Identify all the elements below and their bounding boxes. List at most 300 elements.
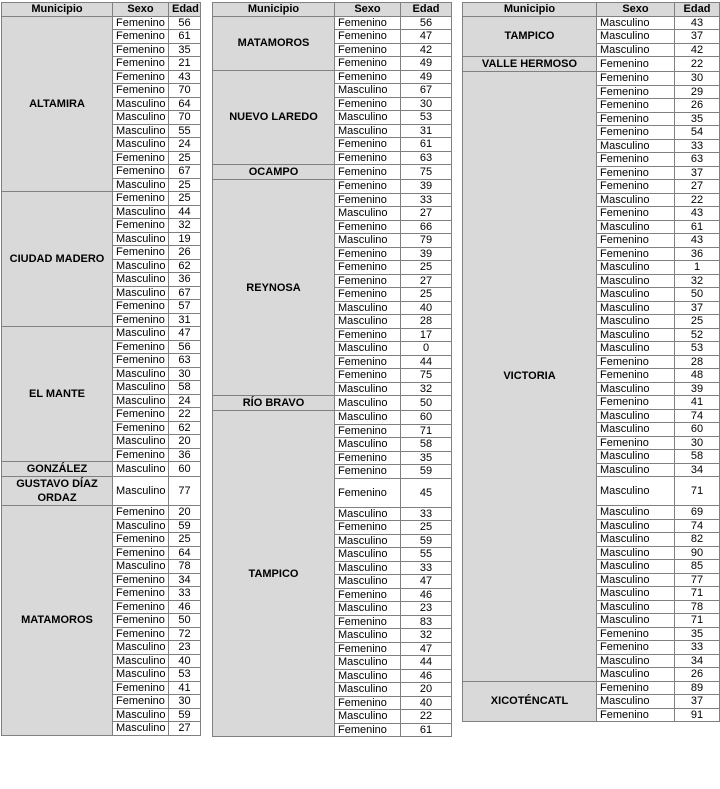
sexo-cell: Femenino <box>597 708 675 722</box>
sexo-cell: Masculino <box>597 587 675 601</box>
sexo-cell: Femenino <box>335 30 401 44</box>
edad-cell: 41 <box>169 681 201 695</box>
edad-cell: 56 <box>169 340 201 354</box>
sexo-cell: Masculino <box>113 232 169 246</box>
edad-cell: 43 <box>675 207 720 221</box>
edad-cell: 28 <box>675 355 720 369</box>
edad-cell: 50 <box>675 288 720 302</box>
sexo-cell: Masculino <box>113 111 169 125</box>
edad-cell: 33 <box>675 641 720 655</box>
edad-cell: 57 <box>169 300 201 314</box>
edad-cell: 33 <box>169 587 201 601</box>
sexo-cell: Masculino <box>335 438 401 452</box>
edad-cell: 43 <box>675 16 720 30</box>
edad-cell: 35 <box>401 451 452 465</box>
sexo-cell: Femenino <box>597 247 675 261</box>
edad-cell: 61 <box>401 723 452 737</box>
edad-cell: 39 <box>401 180 452 194</box>
sexo-cell: Femenino <box>597 72 675 86</box>
sexo-cell: Femenino <box>113 300 169 314</box>
sexo-cell: Femenino <box>113 600 169 614</box>
sexo-cell: Masculino <box>597 261 675 275</box>
sexo-cell: Femenino <box>335 220 401 234</box>
edad-cell: 27 <box>675 180 720 194</box>
sexo-cell: Masculino <box>597 220 675 234</box>
edad-cell: 91 <box>675 708 720 722</box>
sexo-cell: Femenino <box>113 546 169 560</box>
sexo-cell: Masculino <box>335 575 401 589</box>
header-row <box>213 3 452 17</box>
data-table-left <box>1 2 201 736</box>
edad-cell: 39 <box>401 247 452 261</box>
sexo-cell: Femenino <box>597 355 675 369</box>
sexo-cell: Masculino <box>113 205 169 219</box>
edad-cell: 74 <box>675 519 720 533</box>
sexo-cell: Masculino <box>597 139 675 153</box>
sexo-cell: Femenino <box>335 328 401 342</box>
sexo-cell: Masculino <box>597 463 675 477</box>
edad-cell: 36 <box>169 448 201 462</box>
edad-cell: 46 <box>169 600 201 614</box>
sexo-cell: Femenino <box>113 695 169 709</box>
sexo-cell: Masculino <box>113 367 169 381</box>
edad-cell: 61 <box>675 220 720 234</box>
sexo-cell: Femenino <box>113 408 169 422</box>
sexo-cell: Femenino <box>335 478 401 507</box>
edad-cell: 30 <box>169 367 201 381</box>
edad-cell: 30 <box>401 97 452 111</box>
edad-cell: 30 <box>675 436 720 450</box>
edad-cell: 53 <box>675 342 720 356</box>
table-row <box>213 165 452 180</box>
sexo-cell: Masculino <box>113 178 169 192</box>
edad-cell: 39 <box>675 382 720 396</box>
header-sexo: Sexo <box>113 3 169 17</box>
edad-cell: 17 <box>401 328 452 342</box>
edad-cell: 67 <box>169 165 201 179</box>
sexo-cell: Femenino <box>113 614 169 628</box>
sexo-cell: Masculino <box>597 274 675 288</box>
edad-cell: 29 <box>675 85 720 99</box>
sexo-cell: Femenino <box>113 84 169 98</box>
sexo-cell: Masculino <box>113 381 169 395</box>
sexo-cell: Femenino <box>335 151 401 165</box>
sexo-cell: Masculino <box>335 84 401 98</box>
sexo-cell: Femenino <box>597 85 675 99</box>
edad-cell: 79 <box>401 234 452 248</box>
table-row <box>213 70 452 84</box>
sexo-cell: Masculino <box>597 614 675 628</box>
sexo-cell: Femenino <box>335 261 401 275</box>
sexo-cell: Femenino <box>113 165 169 179</box>
table-row <box>463 16 720 30</box>
edad-cell: 34 <box>675 463 720 477</box>
edad-cell: 37 <box>675 301 720 315</box>
sexo-cell: Femenino <box>597 166 675 180</box>
sexo-cell: Masculino <box>597 450 675 464</box>
edad-cell: 72 <box>169 627 201 641</box>
edad-cell: 49 <box>401 70 452 84</box>
municipio-cell: TAMPICO <box>463 16 597 57</box>
edad-cell: 58 <box>675 450 720 464</box>
edad-cell: 24 <box>169 138 201 152</box>
edad-cell: 22 <box>169 408 201 422</box>
edad-cell: 59 <box>401 465 452 479</box>
municipio-cell: GUSTAVO DÍAZ ORDAZ <box>2 477 113 506</box>
edad-cell: 75 <box>401 369 452 383</box>
edad-cell: 35 <box>169 43 201 57</box>
sexo-cell: Masculino <box>113 519 169 533</box>
sexo-cell: Masculino <box>597 423 675 437</box>
sexo-cell: Masculino <box>335 342 401 356</box>
table-row <box>2 16 201 30</box>
edad-cell: 90 <box>675 546 720 560</box>
edad-cell: 44 <box>401 355 452 369</box>
edad-cell: 26 <box>675 99 720 113</box>
sexo-cell: Masculino <box>597 382 675 396</box>
sexo-cell: Femenino <box>113 16 169 30</box>
edad-cell: 49 <box>401 57 452 71</box>
header-row <box>463 3 720 17</box>
table-row <box>213 180 452 194</box>
edad-cell: 75 <box>401 165 452 180</box>
sexo-cell: Masculino <box>597 342 675 356</box>
sexo-cell: Femenino <box>335 424 401 438</box>
edad-cell: 34 <box>675 654 720 668</box>
edad-cell: 60 <box>675 423 720 437</box>
edad-cell: 50 <box>169 614 201 628</box>
edad-cell: 82 <box>675 533 720 547</box>
edad-cell: 64 <box>169 546 201 560</box>
edad-cell: 36 <box>675 247 720 261</box>
municipio-cell: VALLE HERMOSO <box>463 57 597 72</box>
data-table-middle <box>212 2 452 737</box>
sexo-cell: Masculino <box>597 328 675 342</box>
sexo-cell: Masculino <box>597 315 675 329</box>
table-row <box>2 477 201 506</box>
edad-cell: 23 <box>401 602 452 616</box>
edad-cell: 34 <box>169 573 201 587</box>
sexo-cell: Masculino <box>335 534 401 548</box>
edad-cell: 58 <box>401 438 452 452</box>
edad-cell: 37 <box>675 166 720 180</box>
sexo-cell: Femenino <box>597 112 675 126</box>
edad-cell: 40 <box>169 654 201 668</box>
edad-cell: 63 <box>401 151 452 165</box>
data-table-right <box>462 2 720 722</box>
table-row <box>463 681 720 695</box>
edad-cell: 44 <box>401 656 452 670</box>
sexo-cell: Masculino <box>597 301 675 315</box>
sexo-cell: Femenino <box>113 340 169 354</box>
edad-cell: 32 <box>675 274 720 288</box>
sexo-cell: Femenino <box>113 448 169 462</box>
sexo-cell: Femenino <box>335 642 401 656</box>
edad-cell: 22 <box>675 193 720 207</box>
edad-cell: 32 <box>401 629 452 643</box>
sexo-cell: Masculino <box>113 668 169 682</box>
header-edad: Edad <box>169 3 201 17</box>
sexo-cell: Femenino <box>597 99 675 113</box>
sexo-cell: Masculino <box>113 273 169 287</box>
edad-cell: 37 <box>675 30 720 44</box>
sexo-cell: Masculino <box>597 477 675 506</box>
edad-cell: 47 <box>401 575 452 589</box>
edad-cell: 46 <box>401 588 452 602</box>
sexo-cell: Femenino <box>113 246 169 260</box>
municipio-cell: VICTORIA <box>463 72 597 682</box>
edad-cell: 25 <box>401 521 452 535</box>
municipio-cell: XICOTÉNCATL <box>463 681 597 722</box>
table-row <box>213 411 452 425</box>
sexo-cell: Femenino <box>335 615 401 629</box>
edad-cell: 30 <box>169 695 201 709</box>
sexo-cell: Masculino <box>113 435 169 449</box>
table-row <box>463 57 720 72</box>
sexo-cell: Masculino <box>597 506 675 520</box>
sexo-cell: Femenino <box>113 627 169 641</box>
sexo-cell: Femenino <box>113 573 169 587</box>
sexo-cell: Masculino <box>335 111 401 125</box>
sexo-cell: Masculino <box>335 669 401 683</box>
table-row <box>213 16 452 30</box>
edad-cell: 77 <box>675 573 720 587</box>
municipio-cell: EL MANTE <box>2 327 113 462</box>
edad-cell: 70 <box>169 111 201 125</box>
sexo-cell: Masculino <box>335 396 401 411</box>
edad-cell: 56 <box>169 16 201 30</box>
sexo-cell: Femenino <box>597 641 675 655</box>
sexo-cell: Masculino <box>335 301 401 315</box>
sexo-cell: Femenino <box>597 207 675 221</box>
edad-cell: 33 <box>401 193 452 207</box>
sexo-cell: Masculino <box>335 561 401 575</box>
sexo-cell: Masculino <box>335 207 401 221</box>
sexo-cell: Masculino <box>113 138 169 152</box>
sexo-cell: Femenino <box>113 151 169 165</box>
edad-cell: 71 <box>675 614 720 628</box>
sexo-cell: Masculino <box>113 327 169 341</box>
edad-cell: 19 <box>169 232 201 246</box>
municipio-cell: MATAMOROS <box>213 16 335 70</box>
edad-cell: 42 <box>401 43 452 57</box>
sexo-cell: Masculino <box>113 641 169 655</box>
sexo-cell: Femenino <box>335 696 401 710</box>
sexo-cell: Femenino <box>335 521 401 535</box>
edad-cell: 59 <box>169 708 201 722</box>
sexo-cell: Masculino <box>113 654 169 668</box>
sexo-cell: Masculino <box>597 43 675 57</box>
sexo-cell: Femenino <box>113 587 169 601</box>
sexo-cell: Masculino <box>113 477 169 506</box>
header-municipio: Municipio <box>2 3 113 17</box>
table-row <box>2 327 201 341</box>
edad-cell: 58 <box>169 381 201 395</box>
edad-cell: 37 <box>675 695 720 709</box>
edad-cell: 27 <box>401 274 452 288</box>
edad-cell: 71 <box>401 424 452 438</box>
edad-cell: 33 <box>401 561 452 575</box>
sexo-cell: Femenino <box>113 70 169 84</box>
sexo-cell: Masculino <box>113 97 169 111</box>
sexo-cell: Femenino <box>113 57 169 71</box>
header-sexo: Sexo <box>597 3 675 17</box>
sexo-cell: Masculino <box>335 507 401 521</box>
municipio-cell: TAMPICO <box>213 411 335 737</box>
sexo-cell: Masculino <box>597 193 675 207</box>
edad-cell: 67 <box>401 84 452 98</box>
sexo-cell: Masculino <box>597 288 675 302</box>
edad-cell: 59 <box>169 519 201 533</box>
edad-cell: 89 <box>675 681 720 695</box>
table-row <box>2 192 201 206</box>
edad-cell: 27 <box>169 722 201 736</box>
sexo-cell: Femenino <box>113 533 169 547</box>
municipio-cell: OCAMPO <box>213 165 335 180</box>
header-sexo: Sexo <box>335 3 401 17</box>
sexo-cell: Femenino <box>597 180 675 194</box>
sexo-cell: Femenino <box>335 57 401 71</box>
header-municipio: Municipio <box>213 3 335 17</box>
sexo-cell: Femenino <box>335 180 401 194</box>
edad-cell: 46 <box>401 669 452 683</box>
sexo-cell: Masculino <box>597 16 675 30</box>
sexo-cell: Masculino <box>335 656 401 670</box>
sexo-cell: Femenino <box>597 436 675 450</box>
sexo-cell: Masculino <box>597 600 675 614</box>
sexo-cell: Masculino <box>335 315 401 329</box>
sexo-cell: Masculino <box>113 394 169 408</box>
sexo-cell: Masculino <box>335 548 401 562</box>
table-row <box>2 462 201 477</box>
edad-cell: 71 <box>675 477 720 506</box>
sexo-cell: Masculino <box>597 560 675 574</box>
sexo-cell: Femenino <box>335 138 401 152</box>
edad-cell: 25 <box>169 178 201 192</box>
edad-cell: 83 <box>401 615 452 629</box>
municipio-cell: REYNOSA <box>213 180 335 396</box>
header-municipio: Municipio <box>463 3 597 17</box>
sexo-cell: Masculino <box>113 462 169 477</box>
edad-cell: 78 <box>169 560 201 574</box>
sexo-cell: Masculino <box>113 708 169 722</box>
edad-cell: 30 <box>675 72 720 86</box>
sexo-cell: Femenino <box>113 219 169 233</box>
edad-cell: 25 <box>169 533 201 547</box>
edad-cell: 33 <box>401 507 452 521</box>
edad-cell: 56 <box>401 16 452 30</box>
sexo-cell: Femenino <box>113 30 169 44</box>
table-row <box>463 72 720 86</box>
edad-cell: 20 <box>169 435 201 449</box>
edad-cell: 22 <box>401 710 452 724</box>
sexo-cell: Femenino <box>335 723 401 737</box>
sexo-cell: Femenino <box>335 70 401 84</box>
edad-cell: 55 <box>169 124 201 138</box>
sexo-cell: Masculino <box>335 382 401 396</box>
sexo-cell: Femenino <box>335 588 401 602</box>
edad-cell: 63 <box>169 354 201 368</box>
edad-cell: 60 <box>401 411 452 425</box>
sexo-cell: Masculino <box>335 234 401 248</box>
edad-cell: 53 <box>401 111 452 125</box>
sexo-cell: Femenino <box>597 153 675 167</box>
edad-cell: 35 <box>675 112 720 126</box>
sexo-cell: Masculino <box>335 710 401 724</box>
edad-cell: 31 <box>169 313 201 327</box>
sexo-cell: Femenino <box>597 57 675 72</box>
sexo-cell: Masculino <box>597 573 675 587</box>
sexo-cell: Masculino <box>335 602 401 616</box>
sexo-cell: Masculino <box>597 409 675 423</box>
sexo-cell: Femenino <box>597 627 675 641</box>
sexo-cell: Femenino <box>335 247 401 261</box>
sexo-cell: Masculino <box>597 519 675 533</box>
sexo-cell: Masculino <box>335 629 401 643</box>
header-row <box>2 3 201 17</box>
municipio-cell: GONZÁLEZ <box>2 462 113 477</box>
sexo-cell: Masculino <box>335 411 401 425</box>
edad-cell: 50 <box>401 396 452 411</box>
edad-cell: 32 <box>169 219 201 233</box>
edad-cell: 24 <box>169 394 201 408</box>
edad-cell: 25 <box>401 288 452 302</box>
sexo-cell: Femenino <box>335 165 401 180</box>
edad-cell: 42 <box>675 43 720 57</box>
edad-cell: 47 <box>401 642 452 656</box>
edad-cell: 48 <box>675 369 720 383</box>
edad-cell: 53 <box>169 668 201 682</box>
edad-cell: 60 <box>169 462 201 477</box>
sexo-cell: Femenino <box>113 421 169 435</box>
edad-cell: 67 <box>169 286 201 300</box>
sexo-cell: Femenino <box>597 396 675 410</box>
edad-cell: 59 <box>401 534 452 548</box>
sexo-cell: Femenino <box>597 126 675 140</box>
sexo-cell: Femenino <box>335 193 401 207</box>
municipio-cell: MATAMOROS <box>2 506 113 736</box>
sexo-cell: Masculino <box>597 546 675 560</box>
sexo-cell: Masculino <box>597 30 675 44</box>
sexo-cell: Femenino <box>113 43 169 57</box>
sexo-cell: Femenino <box>113 354 169 368</box>
edad-cell: 47 <box>169 327 201 341</box>
edad-cell: 47 <box>401 30 452 44</box>
edad-cell: 26 <box>169 246 201 260</box>
edad-cell: 32 <box>401 382 452 396</box>
edad-cell: 22 <box>675 57 720 72</box>
sexo-cell: Masculino <box>335 124 401 138</box>
edad-cell: 43 <box>675 234 720 248</box>
sexo-cell: Femenino <box>335 97 401 111</box>
sexo-cell: Masculino <box>113 722 169 736</box>
edad-cell: 31 <box>401 124 452 138</box>
edad-cell: 61 <box>169 30 201 44</box>
table-row <box>2 506 201 520</box>
sexo-cell: Masculino <box>113 286 169 300</box>
edad-cell: 62 <box>169 421 201 435</box>
sexo-cell: Masculino <box>597 533 675 547</box>
sexo-cell: Femenino <box>335 274 401 288</box>
sexo-cell: Femenino <box>335 451 401 465</box>
edad-cell: 25 <box>169 192 201 206</box>
sexo-cell: Masculino <box>597 654 675 668</box>
edad-cell: 40 <box>401 301 452 315</box>
edad-cell: 63 <box>675 153 720 167</box>
sexo-cell: Femenino <box>335 355 401 369</box>
edad-cell: 64 <box>169 97 201 111</box>
edad-cell: 25 <box>401 261 452 275</box>
